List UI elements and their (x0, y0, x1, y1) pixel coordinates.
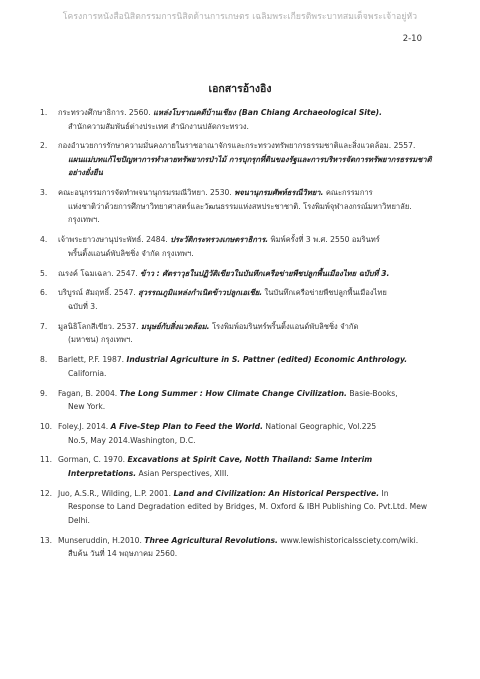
reference-continuation-text: สืบค้น วันที่ 14 พฤษภาคม 2560. (68, 549, 178, 559)
reference-number: 6. (40, 288, 48, 298)
reference-author: Munseruddin, H.2010. (58, 535, 145, 545)
reference-author: เจ้าพระยาวงษานุประพัทธ์. 2484. (58, 235, 171, 245)
reference-line (58, 353, 440, 367)
reference-continuation-text: ฉบับที่ 3. (68, 301, 98, 311)
reference-text (58, 139, 440, 180)
reference-continuation (58, 153, 440, 180)
reference-author: Gorman, C. 1970. (58, 455, 128, 465)
reference-title: ประวัติกระทรวงเกษตราธิการ. (170, 235, 269, 245)
reference-line (58, 267, 440, 281)
reference-author: กองอำนวยการรักษาความมั่นคงภายในราชอาณาจักรและกระทรวงทรัพยากรธรรมชาติและสิ่งแวดล้อม. 2557. (58, 141, 416, 151)
reference-line (58, 320, 440, 334)
reference-continuation (58, 500, 440, 527)
reference-line (58, 387, 440, 401)
reference-text (58, 267, 440, 281)
reference-number: 4. (40, 235, 48, 245)
reference-title: Industrial Agriculture in S. Pattner (edited) Economic Anthrology. (126, 355, 408, 365)
reference-continuation-text: New York. (68, 402, 106, 412)
reference-line (58, 487, 440, 501)
reference-author: มูลนิธิโลกสีเขียว. 2537. (58, 321, 141, 331)
reference-line (58, 106, 440, 120)
reference-text (58, 320, 440, 347)
reference-continuation (58, 200, 440, 227)
reference-title: พจนานุกรมศัพท์ธรณีวิทยา. (234, 188, 324, 198)
reference-number: 7. (40, 321, 48, 331)
reference-item (40, 534, 440, 561)
reference-continuation (58, 300, 440, 314)
reference-item (40, 267, 440, 281)
reference-text (58, 186, 440, 227)
reference-source: Asian Perspectives, XIII. (136, 468, 229, 478)
reference-number: 2. (40, 141, 48, 151)
reference-author: Fagan, B. 2004. (58, 388, 120, 398)
reference-text (58, 487, 440, 528)
reference-text (58, 453, 440, 480)
reference-source: Basie-Books, (346, 388, 398, 398)
reference-author: คณะอนุกรรมการจัดทำพจนานุกรมรมณีวิทยา. 2530. (58, 188, 235, 198)
reference-number: 8. (40, 355, 48, 365)
reference-number: 13. (40, 535, 53, 545)
reference-title: สุวรรณภูมิแหล่งกำเนิดข้าวปลูกเอเชีย. (138, 288, 263, 298)
reference-item (40, 420, 440, 447)
reference-author: ณรงค์ โฉมเฉลา. 2547. (58, 268, 141, 278)
reference-continuation-text: พริ้นติ้งแอนด์พับลิชชิ่ง จำกัด กรุงเทพฯ. (68, 248, 194, 258)
reference-continuation (58, 120, 440, 134)
reference-item (40, 387, 440, 414)
reference-item (40, 453, 440, 480)
reference-item (40, 106, 440, 133)
reference-item (40, 139, 440, 180)
reference-title: ข้าว : ศัตราวุธในปฏิวัติเขียวในบันทึกเครือข่ายพืชปลูกพื้นเมืองไทย ฉบับที่ 3. (140, 268, 390, 278)
reference-text (58, 233, 440, 260)
reference-item (40, 320, 440, 347)
reference-continuation (58, 247, 440, 261)
reference-source: ในบันทึกเครือข่ายพืชปลูกพื้นเมืองไทย (262, 288, 387, 298)
reference-item (40, 353, 440, 380)
reference-continuation-text: No.5, May 2014.Washington, D.C. (68, 435, 196, 445)
reference-source: In (379, 488, 389, 498)
reference-number: 11. (40, 455, 53, 465)
reference-source: www.lewishistoricalssciety.com/wiki. (277, 535, 419, 545)
reference-title: Three Agricultural Revolutions. (144, 535, 278, 545)
reference-item (40, 186, 440, 227)
reference-author: กระทรวงศึกษาธิการ. 2560. (58, 108, 154, 117)
reference-continuation (58, 434, 440, 448)
reference-line (58, 420, 440, 434)
reference-line (58, 286, 440, 300)
reference-continuation-text: California. (68, 368, 107, 378)
reference-line (58, 186, 440, 200)
reference-title: มนุษย์กับสิ่งแวดล้อม. (140, 321, 210, 331)
reference-continuation (58, 400, 440, 414)
reference-number: 12. (40, 488, 53, 498)
reference-title: Land and Civilization: An Historical Perspective. (173, 488, 380, 498)
reference-source: คณะกรรมการ (323, 188, 373, 198)
reference-continuation (58, 333, 440, 347)
reference-source: โรงพิมพ์อมรินทร์พริ้นติ้งแอนด์พับลิชชิ่ง จำกัด (209, 321, 359, 331)
reference-author: Barlett, P.F. 1987. (58, 355, 127, 365)
reference-item (40, 233, 440, 260)
reference-continuation (58, 547, 440, 561)
reference-title: Excavations at Spirit Cave, Notth Thailand: Same Interim (127, 455, 373, 465)
reference-continuation-text: Interpretations. (68, 468, 137, 478)
reference-continuation (58, 367, 440, 381)
reference-source: พิมพ์ครั้งที่ 3 พ.ศ. 2550 อมรินทร์ (268, 235, 380, 245)
reference-number: 3. (40, 188, 48, 198)
page-number: 2-10 (402, 34, 422, 44)
page-title: เอกสารอ้างอิง (208, 83, 272, 95)
reference-continuation-text: Response to Land Degradation edited by Bridges, M. Oxford & IBH Publishing Co. Pvt.Ltd. Mew Delhi. (68, 502, 428, 525)
running-header: โครงการหนังสือนิสิตกรรมการนิสิตด้านการเกษตร เฉลิมพระเกียรติพระบาทสมเด็จพระเจ้าอยู่หัว (62, 12, 418, 22)
reference-number: 9. (40, 388, 48, 398)
reference-list (40, 106, 440, 567)
reference-author: Juo, A.S.R., Wilding, L.P. 2001. (58, 488, 174, 498)
reference-text (58, 353, 440, 380)
reference-continuation-text: สำนักความสัมพันธ์ต่างประเทศ สำนักงานปลัดกระทรวง. (68, 121, 249, 131)
reference-author: บริบูรณ์ สัมฤทธิ์. 2547. (58, 288, 139, 298)
reference-line (58, 139, 440, 153)
reference-text (58, 534, 440, 561)
reference-author: Foley.J. 2014. (58, 422, 111, 432)
reference-number: 10. (40, 422, 53, 432)
reference-continuation-text: แห่งชาติว่าด้วยการศึกษาวิทยาศาสตร์และวัฒนธรรมแห่งสหประชาชาติ. โรงพิมพ์จุฬาลงกรณ์มหาวิทยาลัย. กรุงเทพฯ. (68, 201, 412, 225)
reference-continuation (58, 467, 440, 481)
reference-title: The Long Summer : How Climate Change Civilization. (119, 388, 347, 398)
reference-source: National Geographic, Vol.225 (262, 422, 377, 432)
reference-text (58, 420, 440, 447)
reference-item (40, 286, 440, 313)
reference-title: A Five-Step Plan to Feed the World. (110, 422, 263, 432)
reference-continuation-text: (มหาชน) กรุงเทพฯ. (68, 335, 133, 345)
reference-line (58, 534, 440, 548)
reference-item (40, 487, 440, 528)
reference-title: แหล่งโบราณคดีบ้านเชียง (Ban Chiang Archaeological Site). (153, 108, 383, 117)
reference-line (58, 453, 440, 467)
reference-continuation-text: แผนแม่บทแก้ไขปัญหาการทำลายทรัพยากรป่าไม้ การบุกรุกที่ดินของรัฐและการบริหารจัดการทรัพยากรธรรมชาติอย่างยั่งยืน (68, 154, 432, 178)
reference-text (58, 106, 440, 133)
reference-line (58, 233, 440, 247)
reference-text (58, 286, 440, 313)
reference-number: 1. (40, 108, 48, 117)
reference-number: 5. (40, 268, 48, 278)
reference-text (58, 387, 440, 414)
